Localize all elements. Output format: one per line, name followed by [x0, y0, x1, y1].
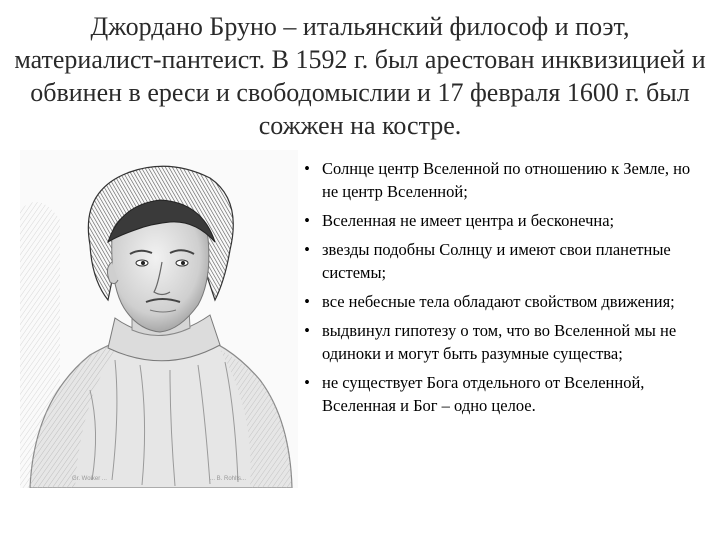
- bullet-text: звезды подобны Солнцу и имеют свои планетные системы;: [322, 240, 671, 282]
- portrait-drawing: [20, 150, 298, 488]
- bullet-item: [300, 157, 710, 203]
- bullet-text: все небесные тела обладают свойством движения;: [322, 292, 675, 311]
- bullet-text: не существует Бога отдельного от Вселенной, Вселенная и Бог – одно целое.: [322, 373, 645, 415]
- printer-caption: ... B. Rohlfs...: [210, 476, 247, 482]
- engraver-caption: Gr. Wolker ...: [72, 476, 107, 482]
- bullet-dot: •: [304, 373, 310, 392]
- bullet-text: Солнце центр Вселенной по отношению к Земле, но не центр Вселенной;: [322, 159, 691, 201]
- portrait-engraving: [20, 150, 298, 488]
- bullet-dot: •: [304, 211, 310, 230]
- bullet-item: [300, 371, 710, 417]
- bullet-item: [300, 290, 710, 313]
- bullet-item: [300, 319, 710, 365]
- bullet-list: [300, 157, 710, 423]
- bullet-dot: •: [304, 159, 310, 178]
- bullet-text: выдвинул гипотезу о том, что во Вселенной мы не одиноки и могут быть разумные существа;: [322, 321, 677, 363]
- slide-title: Джордано Бруно – итальянский философ и поэт, материалист-пантеист. В 1592 г. был арестован инквизицией и обвинен в ереси и свободомыслии и 17 февраля 1600 г. был сожжен на костре.: [14, 12, 706, 140]
- bullet-dot: •: [304, 321, 310, 340]
- bullet-text: Вселенная не имеет центра и бесконечна;: [322, 211, 615, 230]
- bullet-dot: •: [304, 240, 310, 259]
- bullet-item: [300, 209, 710, 232]
- bullet-item: [300, 238, 710, 284]
- bullet-dot: •: [304, 292, 310, 311]
